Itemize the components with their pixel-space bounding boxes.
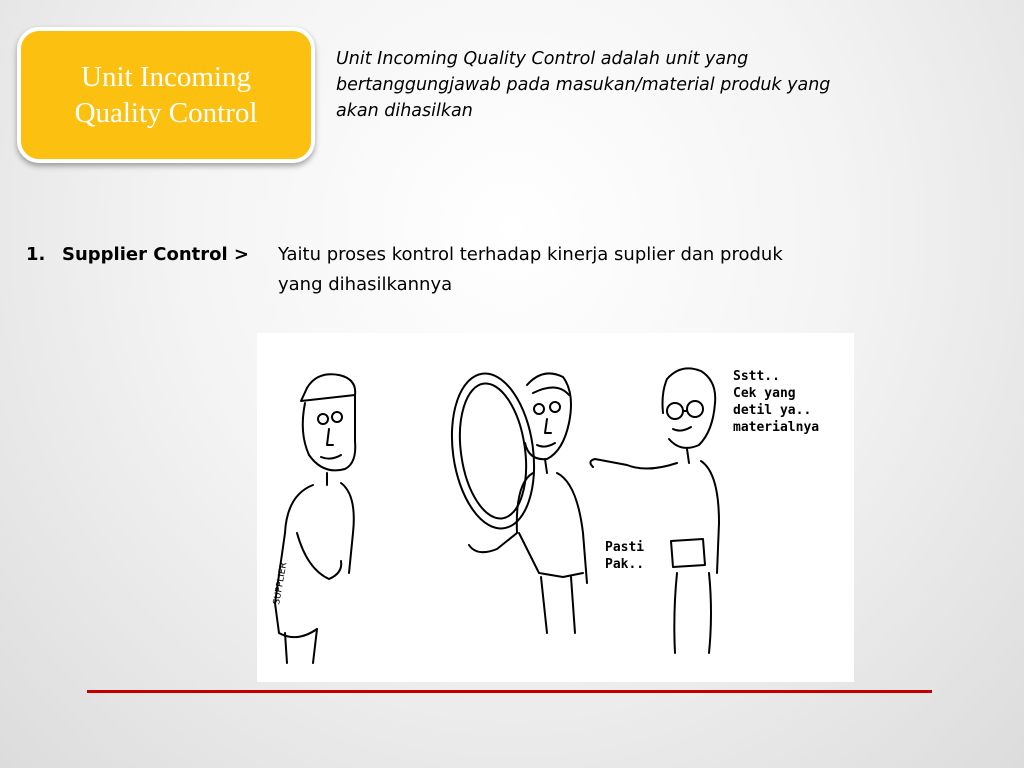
speech-bubble-worker: Pasti Pak..: [605, 540, 645, 572]
slide-description: Unit Incoming Quality Control adalah unit yang bertanggungjawab pada masukan/material produk yang akan dihasilkan: [336, 49, 831, 121]
slide-title-line1: Unit Incoming: [81, 61, 251, 93]
shirt-label: SUPPLIER: [272, 561, 290, 606]
cartoon-illustration: [257, 333, 854, 682]
list-item-label: Supplier Control >: [62, 244, 249, 265]
bottom-divider: [87, 690, 932, 693]
list-item-text: Yaitu proses kontrol terhadap kinerja suplier dan produk yang dihasilkannya: [278, 244, 783, 295]
supplier-figure: [275, 374, 355, 663]
slide-title-line2: Quality Control: [74, 97, 258, 129]
title-box: [17, 27, 315, 163]
worker-figure: [443, 368, 587, 633]
speech-bubble-supervisor: Sstt.. Cek yang detil ya.. materialnya: [733, 369, 820, 435]
list-item-number: 1.: [26, 244, 46, 265]
slide-title: [75, 59, 258, 131]
supervisor-figure: [590, 368, 719, 653]
